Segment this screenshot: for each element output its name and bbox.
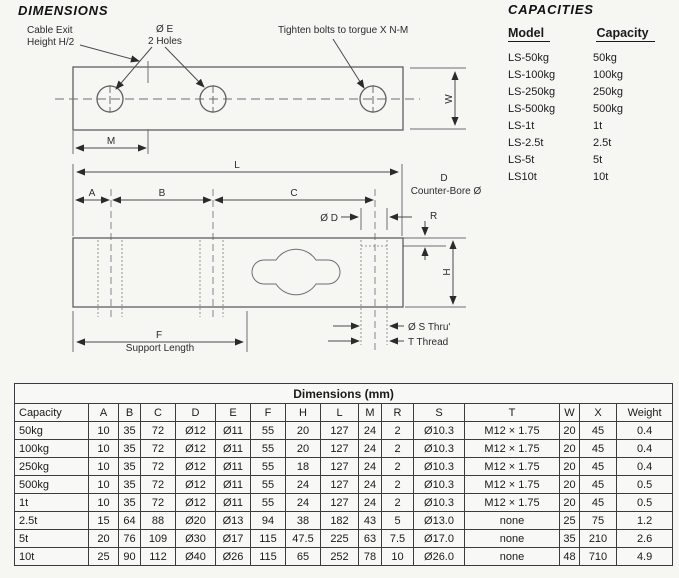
value-cell: 20 (89, 530, 119, 548)
capacity-cell: 500kg (593, 103, 623, 115)
value-cell: 7.5 (382, 530, 414, 548)
value-cell: 710 (580, 548, 617, 566)
model-cell: LS-250kg (508, 86, 556, 98)
value-cell: 210 (580, 530, 617, 548)
s-thru-note: Ø S Thru' (408, 322, 451, 333)
cable-exit-leader-line (80, 45, 139, 61)
value-cell: 45 (580, 476, 617, 494)
value-cell: Ø20 (176, 512, 216, 530)
value-cell: Ø11 (216, 422, 251, 440)
dim-label-w: W (444, 94, 455, 104)
capacity-column-header: Capacity (596, 26, 654, 42)
cable-exit-note-2: Height H/2 (27, 37, 75, 48)
value-cell: Ø12 (176, 494, 216, 512)
value-cell: none (465, 530, 560, 548)
capacity-cell: 250kg (593, 86, 623, 98)
capacity-cell: 50kg (593, 52, 617, 64)
capacity-cell: 250kg (15, 458, 89, 476)
value-cell: 2 (382, 458, 414, 476)
model-cell: LS-5t (508, 154, 535, 166)
capacity-cell: 100kg (15, 440, 89, 458)
value-cell: 18 (286, 458, 321, 476)
value-cell: 55 (251, 494, 286, 512)
value-cell: M12 × 1.75 (465, 476, 560, 494)
value-cell: 10 (89, 494, 119, 512)
value-cell: 47.5 (286, 530, 321, 548)
value-cell: 112 (141, 548, 176, 566)
capacities-row (508, 169, 676, 186)
table-header-row (15, 404, 673, 422)
table-header-cell: E (216, 404, 251, 422)
hole-e-leader-line-1 (116, 47, 152, 89)
dim-label-r: R (430, 211, 438, 222)
value-cell: 65 (286, 548, 321, 566)
counter-bore-note-2: Counter-Bore Ø (410, 186, 482, 197)
value-cell: 24 (286, 476, 321, 494)
capacity-cell: 1t (593, 120, 603, 132)
load-cell-technical-drawing (0, 0, 500, 378)
value-cell: Ø11 (216, 458, 251, 476)
model-cell: LS-2.5t (508, 137, 544, 149)
value-cell: 24 (359, 458, 382, 476)
value-cell: 64 (119, 512, 141, 530)
table-header-cell: X (580, 404, 617, 422)
value-cell: 109 (141, 530, 176, 548)
table-header-cell: F (251, 404, 286, 422)
value-cell: 252 (321, 548, 359, 566)
dim-label-f: F (155, 330, 163, 341)
capacities-row (508, 118, 676, 135)
dimensions-table (14, 383, 673, 566)
capacity-cell: 2.5t (15, 512, 89, 530)
capacities-row (508, 101, 676, 118)
table-row (15, 530, 673, 548)
model-cell: LS10t (508, 171, 537, 183)
value-cell: 45 (580, 458, 617, 476)
table-header-cell: R (382, 404, 414, 422)
table-row (15, 512, 673, 530)
value-cell: 127 (321, 422, 359, 440)
model-cell: LS-50kg (508, 52, 549, 64)
value-cell: Ø10.3 (414, 458, 465, 476)
dim-label-l: L (234, 160, 240, 171)
value-cell: Ø13.0 (414, 512, 465, 530)
holes-note-2: 2 Holes (148, 36, 182, 47)
value-cell: 45 (580, 494, 617, 512)
value-cell: 24 (286, 494, 321, 512)
value-cell: 72 (141, 422, 176, 440)
capacity-cell: 5t (593, 154, 603, 166)
value-cell: 127 (321, 458, 359, 476)
capacities-row (508, 84, 676, 101)
value-cell: none (465, 512, 560, 530)
capacities-row (508, 50, 676, 67)
value-cell: 0.4 (617, 458, 673, 476)
value-cell: none (465, 548, 560, 566)
value-cell: Ø17.0 (414, 530, 465, 548)
value-cell: 20 (286, 440, 321, 458)
value-cell: 127 (321, 494, 359, 512)
value-cell: 75 (580, 512, 617, 530)
dimensions-table-head (15, 384, 673, 422)
value-cell: Ø11 (216, 440, 251, 458)
holes-note: Ø E (156, 24, 174, 35)
value-cell: M12 × 1.75 (465, 440, 560, 458)
dim-label-b: B (158, 188, 166, 199)
value-cell: Ø10.3 (414, 476, 465, 494)
value-cell: M12 × 1.75 (465, 458, 560, 476)
table-header-cell: C (141, 404, 176, 422)
value-cell: 2 (382, 422, 414, 440)
value-cell: 2.6 (617, 530, 673, 548)
value-cell: M12 × 1.75 (465, 494, 560, 512)
dim-label-od: Ø D (320, 213, 338, 224)
value-cell: 63 (359, 530, 382, 548)
value-cell: 127 (321, 440, 359, 458)
value-cell: 78 (359, 548, 382, 566)
value-cell: 0.4 (617, 440, 673, 458)
value-cell: 25 (560, 512, 580, 530)
table-header-cell: Capacity (15, 404, 89, 422)
table-row (15, 494, 673, 512)
value-cell: Ø10.3 (414, 440, 465, 458)
value-cell: Ø26 (216, 548, 251, 566)
value-cell: 2 (382, 494, 414, 512)
value-cell: 0.4 (617, 422, 673, 440)
value-cell: 1.2 (617, 512, 673, 530)
dimensions-section-title: DIMENSIONS (18, 3, 109, 18)
side-view (73, 238, 450, 354)
capacities-row (508, 135, 676, 152)
value-cell: 48 (560, 548, 580, 566)
value-cell: 24 (359, 440, 382, 458)
value-cell: 94 (251, 512, 286, 530)
value-cell: M12 × 1.75 (465, 422, 560, 440)
capacities-row (508, 152, 676, 169)
cable-exit-note: Cable Exit (27, 25, 73, 36)
value-cell: 45 (580, 440, 617, 458)
value-cell: 115 (251, 530, 286, 548)
value-cell: Ø10.3 (414, 494, 465, 512)
table-row (15, 422, 673, 440)
dim-label-h: H (442, 268, 453, 276)
value-cell: 72 (141, 458, 176, 476)
capacity-cell: 1t (15, 494, 89, 512)
value-cell: 55 (251, 422, 286, 440)
table-header-cell: H (286, 404, 321, 422)
value-cell: 0.5 (617, 494, 673, 512)
value-cell: Ø12 (176, 422, 216, 440)
value-cell: 182 (321, 512, 359, 530)
capacities-header-row (508, 26, 676, 46)
table-header-cell: A (89, 404, 119, 422)
table-header-cell: Weight (617, 404, 673, 422)
table-header-cell: L (321, 404, 359, 422)
tighten-bolts-leader-line (333, 39, 364, 88)
table-header-cell: D (176, 404, 216, 422)
dim-label-m: M (106, 136, 116, 147)
value-cell: Ø12 (176, 476, 216, 494)
value-cell: 20 (560, 440, 580, 458)
tighten-bolts-note: Tighten bolts to torgue X N-M (278, 25, 409, 36)
flexure-cutout (252, 249, 340, 294)
value-cell: 24 (359, 494, 382, 512)
table-header-cell: W (560, 404, 580, 422)
table-row (15, 476, 673, 494)
value-cell: Ø26.0 (414, 548, 465, 566)
value-cell: 4.9 (617, 548, 673, 566)
value-cell: Ø17 (216, 530, 251, 548)
value-cell: 35 (560, 530, 580, 548)
dim-label-c: C (290, 188, 298, 199)
value-cell: 10 (382, 548, 414, 566)
value-cell: 45 (580, 422, 617, 440)
value-cell: 5 (382, 512, 414, 530)
table-row (15, 440, 673, 458)
model-cell: LS-100kg (508, 69, 556, 81)
value-cell: 90 (119, 548, 141, 566)
dimensions-table-section (14, 383, 673, 566)
capacities-section (508, 2, 676, 186)
counter-bore-note: D (440, 173, 448, 184)
capacity-cell: 50kg (15, 422, 89, 440)
value-cell: 35 (119, 440, 141, 458)
capacity-cell: 500kg (15, 476, 89, 494)
top-view (27, 24, 466, 154)
value-cell: 55 (251, 440, 286, 458)
value-cell: 35 (119, 494, 141, 512)
value-cell: 127 (321, 476, 359, 494)
value-cell: 43 (359, 512, 382, 530)
value-cell: 35 (119, 422, 141, 440)
capacity-cell: 5t (15, 530, 89, 548)
value-cell: 76 (119, 530, 141, 548)
model-cell: LS-500kg (508, 103, 556, 115)
value-cell: 20 (560, 476, 580, 494)
value-cell: 35 (119, 476, 141, 494)
support-length-note: Support Length (125, 343, 195, 354)
value-cell: Ø40 (176, 548, 216, 566)
capacities-section-title: CAPACITIES (508, 2, 594, 17)
value-cell: 115 (251, 548, 286, 566)
capacity-cell: 100kg (593, 69, 623, 81)
value-cell: Ø13 (216, 512, 251, 530)
table-header-cell: B (119, 404, 141, 422)
value-cell: 72 (141, 440, 176, 458)
value-cell: 10 (89, 476, 119, 494)
table-header-cell: M (359, 404, 382, 422)
value-cell: 20 (560, 422, 580, 440)
capacity-cell: 10t (15, 548, 89, 566)
value-cell: Ø11 (216, 494, 251, 512)
value-cell: 25 (89, 548, 119, 566)
value-cell: Ø30 (176, 530, 216, 548)
value-cell: 10 (89, 422, 119, 440)
value-cell: 225 (321, 530, 359, 548)
value-cell: 72 (141, 476, 176, 494)
value-cell: 2 (382, 476, 414, 494)
t-thread-note: T Thread (408, 337, 449, 348)
value-cell: 20 (560, 458, 580, 476)
value-cell: Ø12 (176, 458, 216, 476)
model-cell: LS-1t (508, 120, 535, 132)
value-cell: 72 (141, 494, 176, 512)
capacities-rows (508, 50, 676, 186)
value-cell: Ø11 (216, 476, 251, 494)
value-cell: 55 (251, 458, 286, 476)
model-column-header: Model (508, 26, 550, 42)
value-cell: 2 (382, 440, 414, 458)
value-cell: 15 (89, 512, 119, 530)
value-cell: 10 (89, 458, 119, 476)
value-cell: 88 (141, 512, 176, 530)
table-row (15, 548, 673, 566)
value-cell: 10 (89, 440, 119, 458)
capacity-cell: 10t (593, 171, 609, 183)
value-cell: 20 (560, 494, 580, 512)
value-cell: Ø10.3 (414, 422, 465, 440)
value-cell: 24 (359, 422, 382, 440)
value-cell: 35 (119, 458, 141, 476)
capacities-row (508, 67, 676, 84)
value-cell: 24 (359, 476, 382, 494)
table-title: Dimensions (mm) (15, 384, 673, 404)
value-cell: 0.5 (617, 476, 673, 494)
dimensions-table-body (15, 422, 673, 566)
table-row (15, 458, 673, 476)
dim-label-a: A (88, 188, 96, 199)
table-header-cell: T (465, 404, 560, 422)
value-cell: 38 (286, 512, 321, 530)
capacity-cell: 2.5t (593, 137, 612, 149)
value-cell: 55 (251, 476, 286, 494)
value-cell: Ø12 (176, 440, 216, 458)
value-cell: 20 (286, 422, 321, 440)
table-header-cell: S (414, 404, 465, 422)
